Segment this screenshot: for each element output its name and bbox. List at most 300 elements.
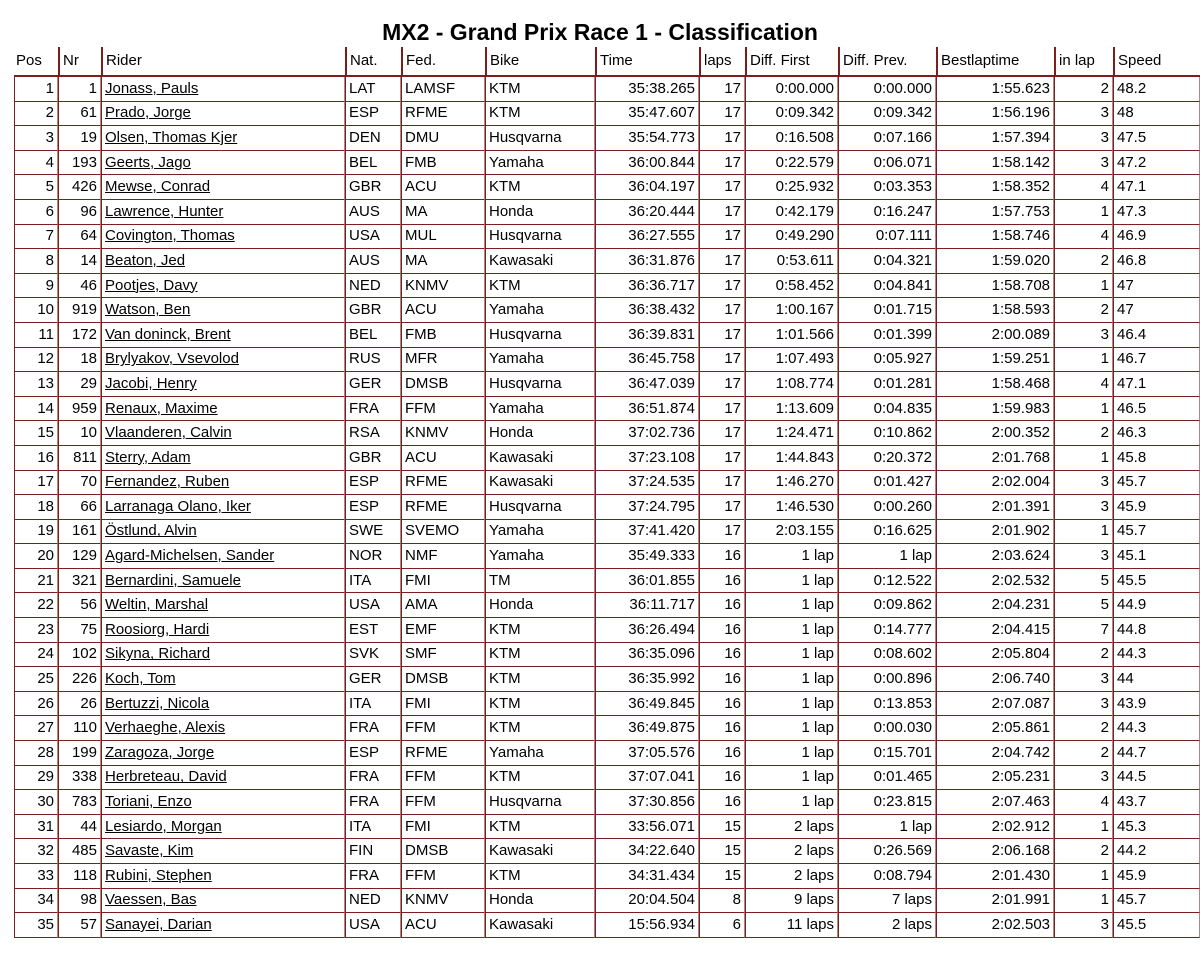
cell-nr: 57	[58, 913, 101, 938]
rider-link[interactable]: Östlund, Alvin	[105, 522, 197, 540]
cell-in-lap: 3	[1054, 667, 1113, 692]
cell-rider	[101, 815, 345, 840]
rider-link[interactable]: Geerts, Jago	[105, 153, 191, 171]
table-row	[14, 839, 1200, 864]
cell-bike: Yamaha	[485, 151, 595, 176]
cell-diff-prev: 0:26.569	[838, 839, 936, 864]
cell-bike: Yamaha	[485, 348, 595, 373]
table-row	[14, 741, 1200, 766]
cell-laps: 17	[699, 421, 745, 446]
cell-time: 37:23.108	[595, 446, 699, 471]
cell-fed: FMB	[401, 323, 485, 348]
rider-link[interactable]: Toriani, Enzo	[105, 793, 192, 811]
cell-bestlaptime: 1:56.196	[936, 102, 1054, 127]
cell-bestlaptime: 2:05.231	[936, 766, 1054, 791]
cell-in-lap: 3	[1054, 692, 1113, 717]
cell-fed: RFME	[401, 471, 485, 496]
cell-laps: 17	[699, 397, 745, 422]
cell-time: 33:56.071	[595, 815, 699, 840]
cell-pos: 27	[14, 716, 58, 741]
cell-speed: 46.7	[1113, 348, 1200, 373]
cell-pos: 24	[14, 643, 58, 668]
table-row	[14, 397, 1200, 422]
cell-diff-prev: 0:15.701	[838, 741, 936, 766]
cell-laps: 17	[699, 323, 745, 348]
table-row	[14, 249, 1200, 274]
cell-bestlaptime: 2:05.861	[936, 716, 1054, 741]
cell-bestlaptime: 1:57.394	[936, 126, 1054, 151]
rider-link[interactable]: Bertuzzi, Nicola	[105, 694, 210, 712]
cell-rider	[101, 298, 345, 323]
cell-in-lap: 1	[1054, 520, 1113, 545]
cell-speed: 45.9	[1113, 495, 1200, 520]
rider-link[interactable]: Brylyakov, Vsevolod	[105, 350, 239, 368]
cell-laps: 17	[699, 151, 745, 176]
cell-laps: 16	[699, 593, 745, 618]
cell-bike: Husqvarna	[485, 323, 595, 348]
cell-nr: 96	[58, 200, 101, 225]
cell-pos: 1	[14, 77, 58, 102]
cell-diff-first: 0:53.611	[745, 249, 838, 274]
cell-fed: KNMV	[401, 274, 485, 299]
cell-pos: 19	[14, 520, 58, 545]
rider-link[interactable]: Sanayei, Darian	[105, 915, 212, 933]
cell-bestlaptime: 2:05.804	[936, 643, 1054, 668]
cell-bestlaptime: 2:02.503	[936, 913, 1054, 938]
cell-pos: 11	[14, 323, 58, 348]
cell-nat: RUS	[345, 348, 401, 373]
cell-rider	[101, 446, 345, 471]
cell-speed: 44	[1113, 667, 1200, 692]
cell-nr: 161	[58, 520, 101, 545]
cell-rider	[101, 323, 345, 348]
cell-fed: FMI	[401, 815, 485, 840]
cell-bestlaptime: 2:01.430	[936, 864, 1054, 889]
rider-link[interactable]: Prado, Jorge	[105, 104, 191, 122]
rider-link[interactable]: Pootjes, Davy	[105, 276, 198, 294]
rider-link[interactable]: Renaux, Maxime	[105, 399, 218, 417]
cell-time: 36:31.876	[595, 249, 699, 274]
cell-time: 36:38.432	[595, 298, 699, 323]
cell-bestlaptime: 2:01.768	[936, 446, 1054, 471]
rider-link[interactable]: Van doninck, Brent	[105, 325, 231, 343]
cell-pos: 22	[14, 593, 58, 618]
cell-bike: KTM	[485, 618, 595, 643]
cell-nr: 10	[58, 421, 101, 446]
cell-diff-first: 0:42.179	[745, 200, 838, 225]
cell-laps: 16	[699, 766, 745, 791]
cell-nat: AUS	[345, 200, 401, 225]
cell-fed: SVEMO	[401, 520, 485, 545]
rider-link[interactable]: Jonass, Pauls	[105, 79, 199, 97]
cell-diff-first: 2 laps	[745, 839, 838, 864]
cell-diff-first: 2 laps	[745, 864, 838, 889]
cell-laps: 16	[699, 716, 745, 741]
cell-rider	[101, 102, 345, 127]
cell-nr: 783	[58, 790, 101, 815]
cell-laps: 17	[699, 225, 745, 250]
cell-bestlaptime: 1:55.623	[936, 77, 1054, 102]
cell-laps: 16	[699, 667, 745, 692]
cell-bike: Kawasaki	[485, 913, 595, 938]
cell-rider	[101, 569, 345, 594]
cell-diff-prev: 2 laps	[838, 913, 936, 938]
cell-speed: 47.2	[1113, 151, 1200, 176]
cell-rider	[101, 667, 345, 692]
cell-diff-first: 1:01.566	[745, 323, 838, 348]
cell-in-lap: 4	[1054, 372, 1113, 397]
cell-time: 36:01.855	[595, 569, 699, 594]
cell-pos: 25	[14, 667, 58, 692]
table-row	[14, 815, 1200, 840]
cell-bike: Yamaha	[485, 298, 595, 323]
cell-in-lap: 1	[1054, 889, 1113, 914]
cell-nr: 46	[58, 274, 101, 299]
cell-nr: 19	[58, 126, 101, 151]
table-row	[14, 471, 1200, 496]
cell-bike: KTM	[485, 643, 595, 668]
cell-fed: FMI	[401, 569, 485, 594]
cell-nr: 129	[58, 544, 101, 569]
cell-pos: 16	[14, 446, 58, 471]
cell-diff-prev: 0:12.522	[838, 569, 936, 594]
cell-in-lap: 2	[1054, 643, 1113, 668]
cell-bike: KTM	[485, 175, 595, 200]
cell-diff-first: 0:00.000	[745, 77, 838, 102]
table-row	[14, 151, 1200, 176]
cell-time: 35:38.265	[595, 77, 699, 102]
table-row	[14, 421, 1200, 446]
cell-fed: RFME	[401, 741, 485, 766]
table-row	[14, 593, 1200, 618]
cell-laps: 17	[699, 200, 745, 225]
cell-laps: 8	[699, 889, 745, 914]
cell-diff-prev: 1 lap	[838, 544, 936, 569]
table-row	[14, 716, 1200, 741]
cell-diff-first: 0:49.290	[745, 225, 838, 250]
cell-nr: 811	[58, 446, 101, 471]
header-in-lap: in lap	[1054, 47, 1113, 77]
rider-link[interactable]: Olsen, Thomas Kjer	[105, 128, 238, 146]
cell-time: 37:30.856	[595, 790, 699, 815]
table-row	[14, 102, 1200, 127]
rider-link[interactable]: Zaragoza, Jorge	[105, 743, 215, 761]
cell-bike: TM	[485, 569, 595, 594]
cell-nat: FIN	[345, 839, 401, 864]
cell-diff-first: 11 laps	[745, 913, 838, 938]
cell-laps: 17	[699, 274, 745, 299]
cell-pos: 8	[14, 249, 58, 274]
cell-nat: ESP	[345, 471, 401, 496]
cell-speed: 45.9	[1113, 864, 1200, 889]
cell-nat: FRA	[345, 790, 401, 815]
rider-link[interactable]: Lawrence, Hunter	[105, 202, 224, 220]
cell-in-lap: 2	[1054, 77, 1113, 102]
cell-bike: Kawasaki	[485, 471, 595, 496]
cell-fed: DMSB	[401, 372, 485, 397]
cell-bestlaptime: 1:59.983	[936, 397, 1054, 422]
cell-rider	[101, 790, 345, 815]
table-row	[14, 495, 1200, 520]
cell-nat: SVK	[345, 643, 401, 668]
cell-bestlaptime: 1:58.746	[936, 225, 1054, 250]
cell-diff-prev: 0:00.030	[838, 716, 936, 741]
rider-link[interactable]: Sterry, Adam	[105, 448, 191, 466]
table-row	[14, 175, 1200, 200]
cell-bike: Kawasaki	[485, 446, 595, 471]
cell-time: 34:22.640	[595, 839, 699, 864]
rider-link[interactable]: Larranaga Olano, Iker	[105, 497, 251, 515]
cell-in-lap: 3	[1054, 323, 1113, 348]
cell-diff-prev: 0:00.896	[838, 667, 936, 692]
cell-bestlaptime: 2:07.087	[936, 692, 1054, 717]
cell-in-lap: 2	[1054, 421, 1113, 446]
cell-nat: USA	[345, 593, 401, 618]
cell-nr: 321	[58, 569, 101, 594]
cell-nat: GBR	[345, 175, 401, 200]
cell-pos: 31	[14, 815, 58, 840]
cell-in-lap: 1	[1054, 815, 1113, 840]
rider-link[interactable]: Vaessen, Bas	[105, 891, 197, 909]
cell-diff-prev: 0:23.815	[838, 790, 936, 815]
cell-diff-prev: 0:09.862	[838, 593, 936, 618]
cell-diff-first: 2:03.155	[745, 520, 838, 545]
cell-laps: 16	[699, 569, 745, 594]
rider-link[interactable]: Sikyna, Richard	[105, 645, 211, 663]
cell-bestlaptime: 2:02.912	[936, 815, 1054, 840]
rider-link[interactable]: Koch, Tom	[105, 670, 176, 688]
rider-link[interactable]: Agard-Michelsen, Sander	[105, 547, 275, 565]
cell-speed: 44.7	[1113, 741, 1200, 766]
cell-fed: FMI	[401, 692, 485, 717]
cell-speed: 45.1	[1113, 544, 1200, 569]
rider-link[interactable]: Roosiorg, Hardi	[105, 620, 210, 638]
table-row	[14, 446, 1200, 471]
cell-speed: 45.7	[1113, 889, 1200, 914]
cell-diff-first: 0:09.342	[745, 102, 838, 127]
cell-bestlaptime: 2:06.740	[936, 667, 1054, 692]
cell-in-lap: 2	[1054, 741, 1113, 766]
cell-bike: Yamaha	[485, 397, 595, 422]
cell-in-lap: 3	[1054, 151, 1113, 176]
cell-speed: 46.4	[1113, 323, 1200, 348]
cell-bestlaptime: 1:58.593	[936, 298, 1054, 323]
cell-speed: 47.1	[1113, 175, 1200, 200]
cell-rider	[101, 175, 345, 200]
cell-bike: Honda	[485, 200, 595, 225]
cell-diff-first: 1 lap	[745, 618, 838, 643]
cell-in-lap: 3	[1054, 126, 1113, 151]
cell-nat: BEL	[345, 323, 401, 348]
page-title: MX2 - Grand Prix Race 1 - Classification	[382, 19, 818, 45]
rider-link[interactable]: Vlaanderen, Calvin	[105, 424, 232, 442]
cell-rider	[101, 274, 345, 299]
table-row	[14, 225, 1200, 250]
rider-link[interactable]: Mewse, Conrad	[105, 178, 211, 196]
cell-rider	[101, 200, 345, 225]
table-row	[14, 77, 1200, 102]
cell-fed: ACU	[401, 913, 485, 938]
table-row	[14, 200, 1200, 225]
cell-laps: 17	[699, 471, 745, 496]
cell-fed: ACU	[401, 175, 485, 200]
cell-bestlaptime: 2:01.991	[936, 889, 1054, 914]
table-row	[14, 790, 1200, 815]
rider-link[interactable]: Lesiardo, Morgan	[105, 817, 222, 835]
cell-nat: GBR	[345, 298, 401, 323]
cell-laps: 16	[699, 741, 745, 766]
cell-nat: ESP	[345, 495, 401, 520]
rider-link[interactable]: Savaste, Kim	[105, 842, 194, 860]
cell-pos: 18	[14, 495, 58, 520]
cell-laps: 15	[699, 864, 745, 889]
cell-diff-prev: 0:03.353	[838, 175, 936, 200]
cell-fed: MA	[401, 200, 485, 225]
cell-time: 36:49.845	[595, 692, 699, 717]
cell-speed: 47.1	[1113, 372, 1200, 397]
cell-speed: 46.9	[1113, 225, 1200, 250]
cell-fed: DMU	[401, 126, 485, 151]
cell-time: 36:35.096	[595, 643, 699, 668]
cell-fed: FFM	[401, 716, 485, 741]
cell-time: 36:45.758	[595, 348, 699, 373]
cell-bestlaptime: 2:01.391	[936, 495, 1054, 520]
cell-rider	[101, 741, 345, 766]
cell-bike: Honda	[485, 593, 595, 618]
rider-link[interactable]: Covington, Thomas	[105, 227, 235, 245]
cell-diff-prev: 0:06.071	[838, 151, 936, 176]
cell-in-lap: 2	[1054, 249, 1113, 274]
cell-nat: USA	[345, 225, 401, 250]
cell-laps: 17	[699, 520, 745, 545]
cell-speed: 44.5	[1113, 766, 1200, 791]
cell-rider	[101, 421, 345, 446]
cell-nr: 426	[58, 175, 101, 200]
cell-laps: 16	[699, 618, 745, 643]
cell-fed: FFM	[401, 790, 485, 815]
cell-diff-first: 1 lap	[745, 667, 838, 692]
cell-nr: 102	[58, 643, 101, 668]
cell-laps: 17	[699, 348, 745, 373]
cell-bestlaptime: 1:57.753	[936, 200, 1054, 225]
cell-speed: 48.2	[1113, 77, 1200, 102]
cell-pos: 14	[14, 397, 58, 422]
cell-speed: 45.3	[1113, 815, 1200, 840]
cell-speed: 45.8	[1113, 446, 1200, 471]
cell-time: 35:54.773	[595, 126, 699, 151]
cell-time: 36:36.717	[595, 274, 699, 299]
cell-time: 37:24.795	[595, 495, 699, 520]
rider-link[interactable]: Jacobi, Henry	[105, 374, 197, 392]
cell-nat: FRA	[345, 864, 401, 889]
cell-nat: ESP	[345, 102, 401, 127]
cell-diff-first: 1 lap	[745, 643, 838, 668]
cell-nr: 14	[58, 249, 101, 274]
cell-nat: NED	[345, 889, 401, 914]
cell-pos: 5	[14, 175, 58, 200]
cell-diff-prev: 0:00.000	[838, 77, 936, 102]
cell-rider	[101, 889, 345, 914]
table-row	[14, 618, 1200, 643]
cell-nr: 44	[58, 815, 101, 840]
cell-pos: 21	[14, 569, 58, 594]
cell-pos: 17	[14, 471, 58, 496]
cell-nr: 75	[58, 618, 101, 643]
cell-laps: 16	[699, 643, 745, 668]
rider-link[interactable]: Verhaeghe, Alexis	[105, 719, 226, 737]
rider-link[interactable]: Bernardini, Samuele	[105, 571, 241, 589]
cell-nat: ITA	[345, 815, 401, 840]
cell-rider	[101, 913, 345, 938]
cell-diff-first: 1 lap	[745, 544, 838, 569]
cell-speed: 46.8	[1113, 249, 1200, 274]
cell-diff-first: 0:25.932	[745, 175, 838, 200]
rider-link[interactable]: Fernandez, Ruben	[105, 473, 230, 491]
cell-bike: Yamaha	[485, 544, 595, 569]
cell-diff-first: 1:24.471	[745, 421, 838, 446]
cell-nr: 110	[58, 716, 101, 741]
rider-link[interactable]: Rubini, Stephen	[105, 866, 212, 884]
table-row	[14, 274, 1200, 299]
header-nr: Nr	[58, 47, 101, 77]
cell-bestlaptime: 2:02.004	[936, 471, 1054, 496]
cell-speed: 43.9	[1113, 692, 1200, 717]
cell-diff-first: 1:46.530	[745, 495, 838, 520]
cell-time: 37:24.535	[595, 471, 699, 496]
cell-fed: MFR	[401, 348, 485, 373]
cell-nat: FRA	[345, 766, 401, 791]
cell-fed: ACU	[401, 298, 485, 323]
cell-bike: KTM	[485, 274, 595, 299]
cell-rider	[101, 716, 345, 741]
table-row	[14, 864, 1200, 889]
cell-diff-prev: 1 lap	[838, 815, 936, 840]
cell-diff-prev: 0:16.247	[838, 200, 936, 225]
rider-link[interactable]: Beaton, Jed	[105, 251, 186, 269]
cell-diff-prev: 0:08.602	[838, 643, 936, 668]
cell-diff-first: 1 lap	[745, 692, 838, 717]
cell-bike: Honda	[485, 889, 595, 914]
cell-bike: KTM	[485, 716, 595, 741]
cell-nr: 338	[58, 766, 101, 791]
cell-bestlaptime: 2:06.168	[936, 839, 1054, 864]
cell-pos: 30	[14, 790, 58, 815]
cell-diff-prev: 0:09.342	[838, 102, 936, 127]
rider-link[interactable]: Herbreteau, David	[105, 768, 227, 786]
rider-link[interactable]: Weltin, Marshal	[105, 596, 209, 614]
cell-diff-prev: 0:04.841	[838, 274, 936, 299]
cell-in-lap: 2	[1054, 298, 1113, 323]
cell-time: 37:41.420	[595, 520, 699, 545]
table-row	[14, 126, 1200, 151]
cell-speed: 47	[1113, 298, 1200, 323]
cell-bike: Yamaha	[485, 741, 595, 766]
cell-diff-prev: 0:08.794	[838, 864, 936, 889]
cell-pos: 12	[14, 348, 58, 373]
cell-bike: Yamaha	[485, 520, 595, 545]
cell-diff-first: 1 lap	[745, 716, 838, 741]
cell-speed: 44.9	[1113, 593, 1200, 618]
cell-fed: FMB	[401, 151, 485, 176]
rider-link[interactable]: Watson, Ben	[105, 301, 191, 319]
header-fed: Fed.	[401, 47, 485, 77]
cell-rider	[101, 766, 345, 791]
cell-in-lap: 1	[1054, 274, 1113, 299]
cell-bestlaptime: 1:58.708	[936, 274, 1054, 299]
cell-in-lap: 3	[1054, 495, 1113, 520]
header-rider: Rider	[101, 47, 345, 77]
cell-bike: KTM	[485, 77, 595, 102]
